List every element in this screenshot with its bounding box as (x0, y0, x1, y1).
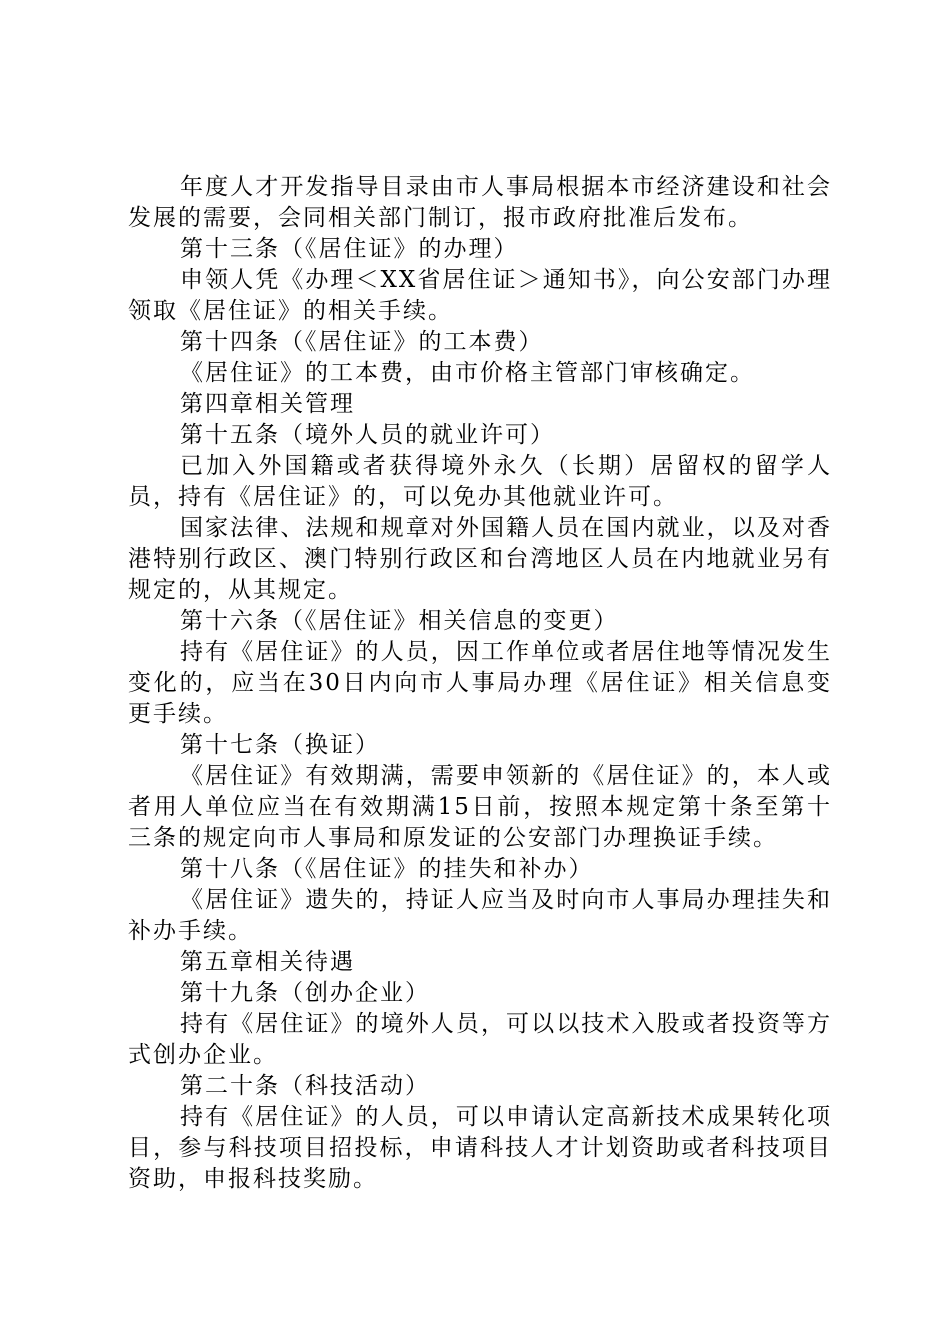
chapter-5-heading: 第五章相关待遇 (180, 949, 355, 975)
article-19-heading: 第十九条（创办企业） (180, 980, 430, 1006)
article-14-text: 《居住证》的工本费，由市价格主管部门审核确定。 (180, 360, 755, 386)
article-13-text: 申领人凭《办理＜XX省居住证＞通知书》，向公安部门办理领取《居住证》的相关手续。 (128, 267, 832, 324)
article-18-text: 《居住证》遗失的，持证人应当及时向市人事局办理挂失和补办手续。 (128, 887, 832, 944)
chapter-4-heading: 第四章相关管理 (180, 391, 355, 417)
article-18-heading: 第十八条（《居住证》的挂失和补办） (180, 856, 594, 882)
article-15-text-1: 已加入外国籍或者获得境外永久（长期）居留权的留学人员，持有《居住证》的，可以免办其他就业许可。 (128, 453, 832, 510)
article-16-text: 持有《居住证》的人员，因工作单位或者居住地等情况发生变化的，应当在30日内向市人事局办理《居住证》相关信息变更手续。 (128, 639, 832, 727)
article-17-text: 《居住证》有效期满，需要申领新的《居住证》的，本人或者用人单位应当在有效期满15日前，按照本规定第十条至第十三条的规定向市人事局和原发证的公安部门办理换证手续。 (128, 763, 832, 851)
article-20-text: 持有《居住证》的人员，可以申请认定高新技术成果转化项目，参与科技项目招投标，申请科技人才计划资助或者科技项目资助，申报科技奖励。 (128, 1104, 832, 1192)
article-20-heading: 第二十条（科技活动） (180, 1073, 430, 1099)
article-19-text: 持有《居住证》的境外人员，可以以技术入股或者投资等方式创办企业。 (128, 1011, 832, 1068)
article-15-text-2: 国家法律、法规和规章对外国籍人员在国内就业，以及对香港特别行政区、澳门特别行政区和台湾地区人员在内地就业另有规定的，从其规定。 (128, 515, 832, 603)
article-16-heading: 第十六条（《居住证》相关信息的变更） (180, 608, 619, 634)
document-body (128, 172, 832, 1195)
article-14-heading: 第十四条（《居住证》的工本费） (180, 329, 544, 355)
paragraph-intro-continuation: 年度人才开发指导目录由市人事局根据本市经济建设和社会发展的需要，会同相关部门制订，报市政府批准后发布。 (128, 174, 832, 231)
article-17-heading: 第十七条（换证） (180, 732, 380, 758)
article-15-heading: 第十五条（境外人员的就业许可） (180, 422, 555, 448)
article-13-heading: 第十三条（《居住证》的办理） (180, 236, 519, 262)
